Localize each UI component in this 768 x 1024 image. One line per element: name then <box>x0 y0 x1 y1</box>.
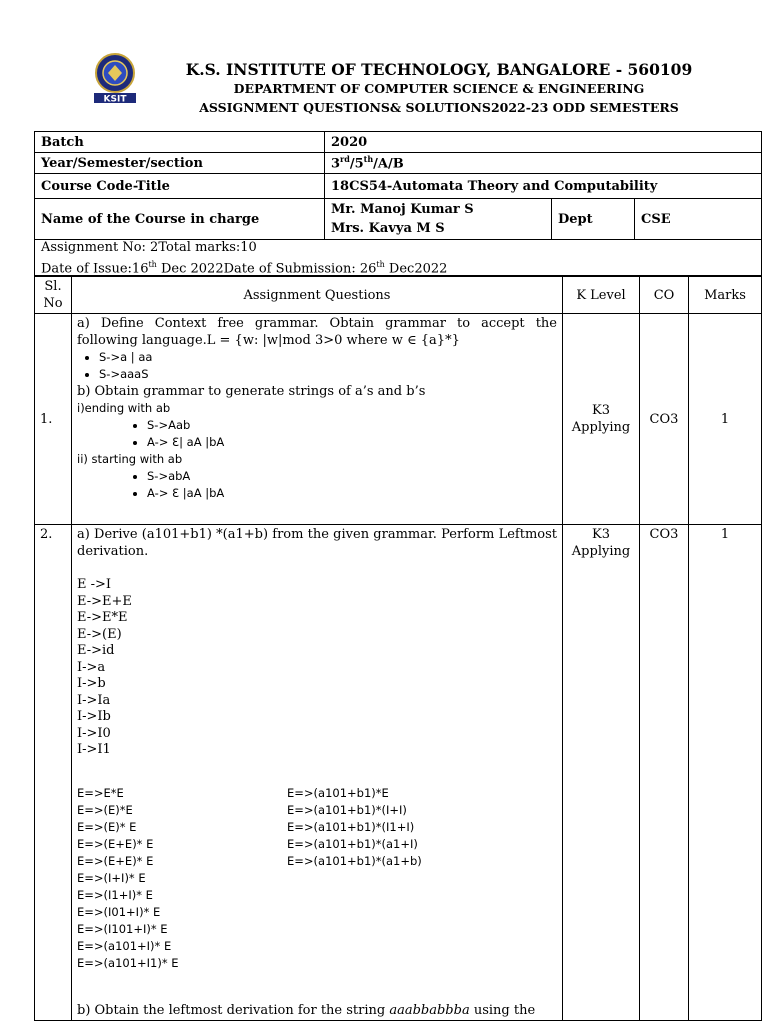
grammar-rule: I->Ib <box>77 709 111 724</box>
derivation-step: E=>(I01+I)* E <box>77 904 161 919</box>
derivation-step: E=>(a101+b1)*(a1+I) <box>287 836 418 851</box>
q1-ii-text: ii) starting with ab <box>77 452 183 466</box>
grammar-rule: I->I0 <box>77 725 111 741</box>
q2-a-text: a) Derive (a101+b1) *(a1+b) from the given grammar. Perform Leftmost derivation. <box>77 527 557 559</box>
derivation-step: E=>(I101+I)* E <box>77 921 168 936</box>
incharge-label: Name of the Course in charge <box>35 199 325 240</box>
document-subtitle: ASSIGNMENT QUESTIONS& SOLUTIONS2022-23 ODD SEMESTERS <box>199 100 679 115</box>
derivation-step: E=>(I1+I)* E <box>77 887 153 902</box>
q2-grammar <box>77 577 557 759</box>
incharge-names <box>325 199 552 240</box>
question-row-2 <box>35 525 762 1021</box>
q2-number: 2. <box>35 525 72 1021</box>
q1-a-rule: • S->a | aa <box>99 349 557 366</box>
grammar-rule: E->(E) <box>77 626 122 642</box>
q2-derivation <box>77 785 557 972</box>
derivation-step: E=>(a101+b1)*(a1+b) <box>287 853 422 868</box>
grammar-rule: I->I1 <box>77 742 111 757</box>
q2-marks: 1 <box>689 525 762 1021</box>
institute-name: K.S. INSTITUTE OF TECHNOLOGY, BANGALORE - 560109 <box>185 60 693 79</box>
q1-ii-rule: • S->abA <box>147 468 557 485</box>
grammar-rule: E->E+E <box>77 593 132 609</box>
derivation-step: E=>(a101+b1)*(I+I) <box>287 802 407 817</box>
q2-co: CO3 <box>640 525 689 1021</box>
header-k-level: K Level <box>563 277 640 314</box>
assignment-info <box>34 238 762 276</box>
derivation-right-column <box>287 785 422 972</box>
header-co: CO <box>640 277 689 314</box>
grammar-rule: I->a <box>77 659 106 675</box>
derivation-left-column <box>77 785 287 972</box>
derivation-step: E=>(E)* E <box>77 819 137 834</box>
q1-ii-rule: • A-> Ɛ |aA |bA <box>147 485 557 502</box>
dept-label: Dept <box>552 199 635 240</box>
q1-marks: 1 <box>689 314 762 525</box>
q1-i-rule: • A-> Ɛ| aA |bA <box>147 434 557 451</box>
q1-i-rule: • S->Aab <box>147 417 557 434</box>
q1-i-text: i)ending with ab <box>77 401 171 415</box>
q1-number: 1. <box>35 314 72 525</box>
dept-value: CSE <box>635 199 762 240</box>
q1-a-rule: • S->aaaS <box>99 366 557 383</box>
header-sl: Sl. No <box>35 277 72 314</box>
q1-co: CO3 <box>640 314 689 525</box>
q1-k-level: K3 Applying <box>563 314 640 525</box>
q2-b-text: b) Obtain the leftmost derivation for the string aaabbabbba using the <box>77 1002 536 1018</box>
grammar-rule: E ->I <box>77 577 112 592</box>
course-info-table <box>34 131 762 240</box>
questions-table <box>34 276 762 1021</box>
grammar-rule: I->b <box>77 676 106 691</box>
header-questions: Assignment Questions <box>72 277 563 314</box>
q1-b-text: b) Obtain grammar to generate strings of a’s and b’s <box>77 384 426 399</box>
q1-a-text: a) Define Context free grammar. Obtain grammar to accept the following language.L = {w: |w|mod 3>0 where w ∈ {a}*} <box>77 316 557 348</box>
q1-content <box>72 314 563 525</box>
derivation-step: E=>(a101+I1)* E <box>77 955 179 970</box>
derivation-step: E=>(a101+b1)*E <box>287 785 389 800</box>
incharge-2: Mrs. Kavya M S <box>331 221 445 236</box>
header-marks: Marks <box>689 277 762 314</box>
incharge-1: Mr. Manoj Kumar S <box>331 202 474 217</box>
derivation-step: E=>E*E <box>77 785 124 800</box>
year-label: Year/Semester/section <box>35 153 325 174</box>
grammar-rule: E->id <box>77 643 115 658</box>
assignment-line-2: Date of Issue:16th Dec 2022Date of Submission: 26th Dec2022 <box>41 260 448 277</box>
grammar-rule: I->Ia <box>77 692 111 708</box>
course-value: 18CS54-Automata Theory and Computability <box>325 174 762 199</box>
year-value: 3rd/5th/A/B <box>325 153 762 174</box>
question-row-1 <box>35 314 762 525</box>
derivation-step: E=>(a101+I)* E <box>77 938 172 953</box>
derivation-step: E=>(I+I)* E <box>77 870 146 885</box>
derivation-step: E=>(a101+b1)*(I1+I) <box>287 819 415 834</box>
course-label: Course Code-Title <box>35 174 325 199</box>
q2-k-level: K3 Applying <box>563 525 640 1021</box>
q2-content <box>72 525 563 1021</box>
derivation-step: E=>(E)*E <box>77 802 133 817</box>
batch-value: 2020 <box>325 132 762 153</box>
derivation-step: E=>(E+E)* E <box>77 836 154 851</box>
grammar-rule: E->E*E <box>77 610 128 625</box>
department-name: DEPARTMENT OF COMPUTER SCIENCE & ENGINEERING <box>233 81 645 96</box>
batch-label: Batch <box>35 132 325 153</box>
derivation-step: E=>(E+E)* E <box>77 853 154 868</box>
assignment-line-1: Assignment No: 2Total marks:10 <box>41 240 257 255</box>
ksit-logo <box>90 52 140 104</box>
logo-text: KSIT <box>103 94 127 104</box>
